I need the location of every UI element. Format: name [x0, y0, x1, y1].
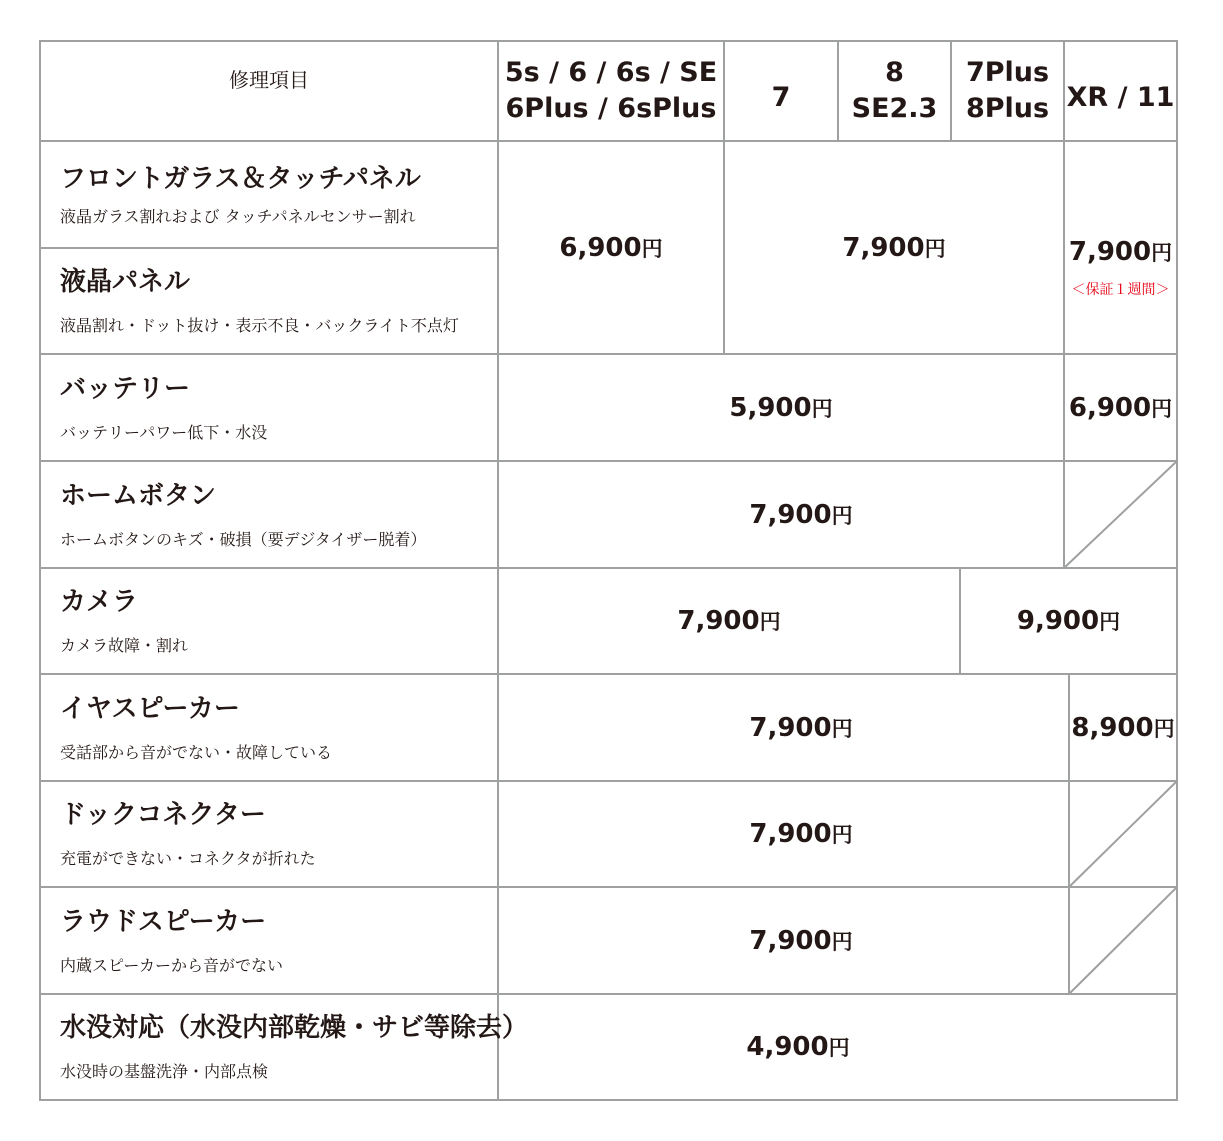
item-desc: 水没時の基盤洗浄・内部点検 — [60, 1062, 269, 1081]
yen-mark: 円 — [811, 396, 833, 421]
item-front-glass — [40, 141, 498, 248]
yen-mark: 円 — [828, 1036, 850, 1060]
item-desc: 液晶割れ・ドット抜け・表示不良・バックライト不点灯 — [60, 316, 459, 335]
header-col-8-line1: 8 — [885, 57, 904, 88]
header-col-8-se — [838, 41, 951, 141]
item-name: ホームボタン — [60, 480, 217, 511]
yen-mark: 円 — [831, 503, 853, 528]
item-name: 液晶パネル — [60, 267, 191, 297]
header-col-5s-6plus — [498, 41, 724, 141]
item-name: ドックコネクター — [60, 800, 266, 830]
yen-mark: 円 — [831, 716, 853, 741]
header-col-plus-line1: 7Plus — [965, 57, 1050, 88]
price-battery-main: 5,900円 — [729, 392, 833, 423]
yen-mark: 円 — [831, 823, 853, 847]
header-col-5s-line1: 5s / 6 / 6s / SE — [504, 57, 718, 88]
item-name: バッテリー — [60, 373, 191, 404]
header-col-5s-line2: 6Plus / 6sPlus — [505, 93, 717, 124]
header-col-7-label: 7 — [771, 82, 791, 113]
item-loud-speaker — [40, 887, 498, 994]
item-desc: バッテリーパワー低下・水没 — [60, 422, 268, 442]
item-ear-speaker — [40, 674, 498, 781]
warranty-note: ＜保証１週間＞ — [1071, 281, 1170, 298]
item-water-damage — [40, 994, 529, 1100]
yen-mark: 円 — [1151, 240, 1173, 265]
price-screen-5s-6plus: 6,900円 — [559, 232, 663, 263]
yen-mark: 円 — [1099, 610, 1121, 634]
header-item — [40, 41, 498, 141]
price-water-all: 4,900円 — [746, 1032, 850, 1062]
item-camera — [40, 568, 498, 674]
price-screen-xr-11: 7,900円 ＜保証１週間＞ — [1068, 236, 1173, 298]
yen-mark: 円 — [924, 236, 946, 261]
price-ear-xr-11: 8,900円 — [1071, 712, 1175, 743]
price-ear-main: 7,900円 — [749, 712, 853, 743]
item-battery — [40, 354, 498, 461]
header-col-xr-label: XR / 11 — [1066, 82, 1175, 113]
item-lcd-panel — [40, 248, 498, 354]
yen-mark: 円 — [1153, 716, 1175, 741]
price-screen-7-8plus: 7,900円 — [842, 232, 946, 263]
yen-mark: 円 — [1151, 396, 1173, 421]
price-loud-main: 7,900円 — [749, 925, 853, 956]
item-home-button — [40, 461, 498, 568]
item-name: 水没対応（水没内部乾燥・サビ等除去） — [60, 1013, 529, 1043]
price-battery-xr-11: 6,900円 — [1068, 392, 1173, 423]
item-name: カメラ — [60, 587, 139, 617]
header-col-plus-line2: 8Plus — [965, 93, 1050, 124]
item-dock-connector — [40, 781, 498, 887]
yen-mark: 円 — [831, 929, 853, 954]
header-item-label: 修理項目 — [229, 68, 309, 92]
item-desc: 内蔵スピーカーから音がでない — [60, 955, 284, 975]
price-home-main: 7,900円 — [749, 499, 853, 530]
price-camera-plus: 9,900円 — [1016, 606, 1121, 636]
price-camera-main: 7,900円 — [677, 606, 781, 636]
header-col-8-line2: SE2.3 — [851, 93, 938, 124]
item-desc: カメラ故障・割れ — [60, 636, 189, 655]
item-desc: 充電ができない・コネクタが折れた — [60, 849, 316, 868]
yen-mark: 円 — [759, 610, 781, 634]
item-desc: 液晶ガラス割れおよび タッチパネルセンサー割れ — [60, 206, 416, 226]
header-col-xr-11 — [1064, 41, 1177, 141]
header-col-7 — [724, 41, 838, 141]
header-col-plus — [951, 41, 1064, 141]
item-desc: 受話部から音がでない・故障している — [60, 742, 333, 762]
item-name: フロントガラス＆タッチパネル — [60, 163, 421, 194]
price-dock-main: 7,900円 — [749, 819, 853, 849]
item-desc: ホームボタンのキズ・破損（要デジタイザー脱着） — [60, 529, 427, 549]
item-name: ラウドスピーカー — [60, 906, 267, 937]
yen-mark: 円 — [641, 236, 663, 261]
item-name: イヤスピーカー — [60, 693, 240, 724]
